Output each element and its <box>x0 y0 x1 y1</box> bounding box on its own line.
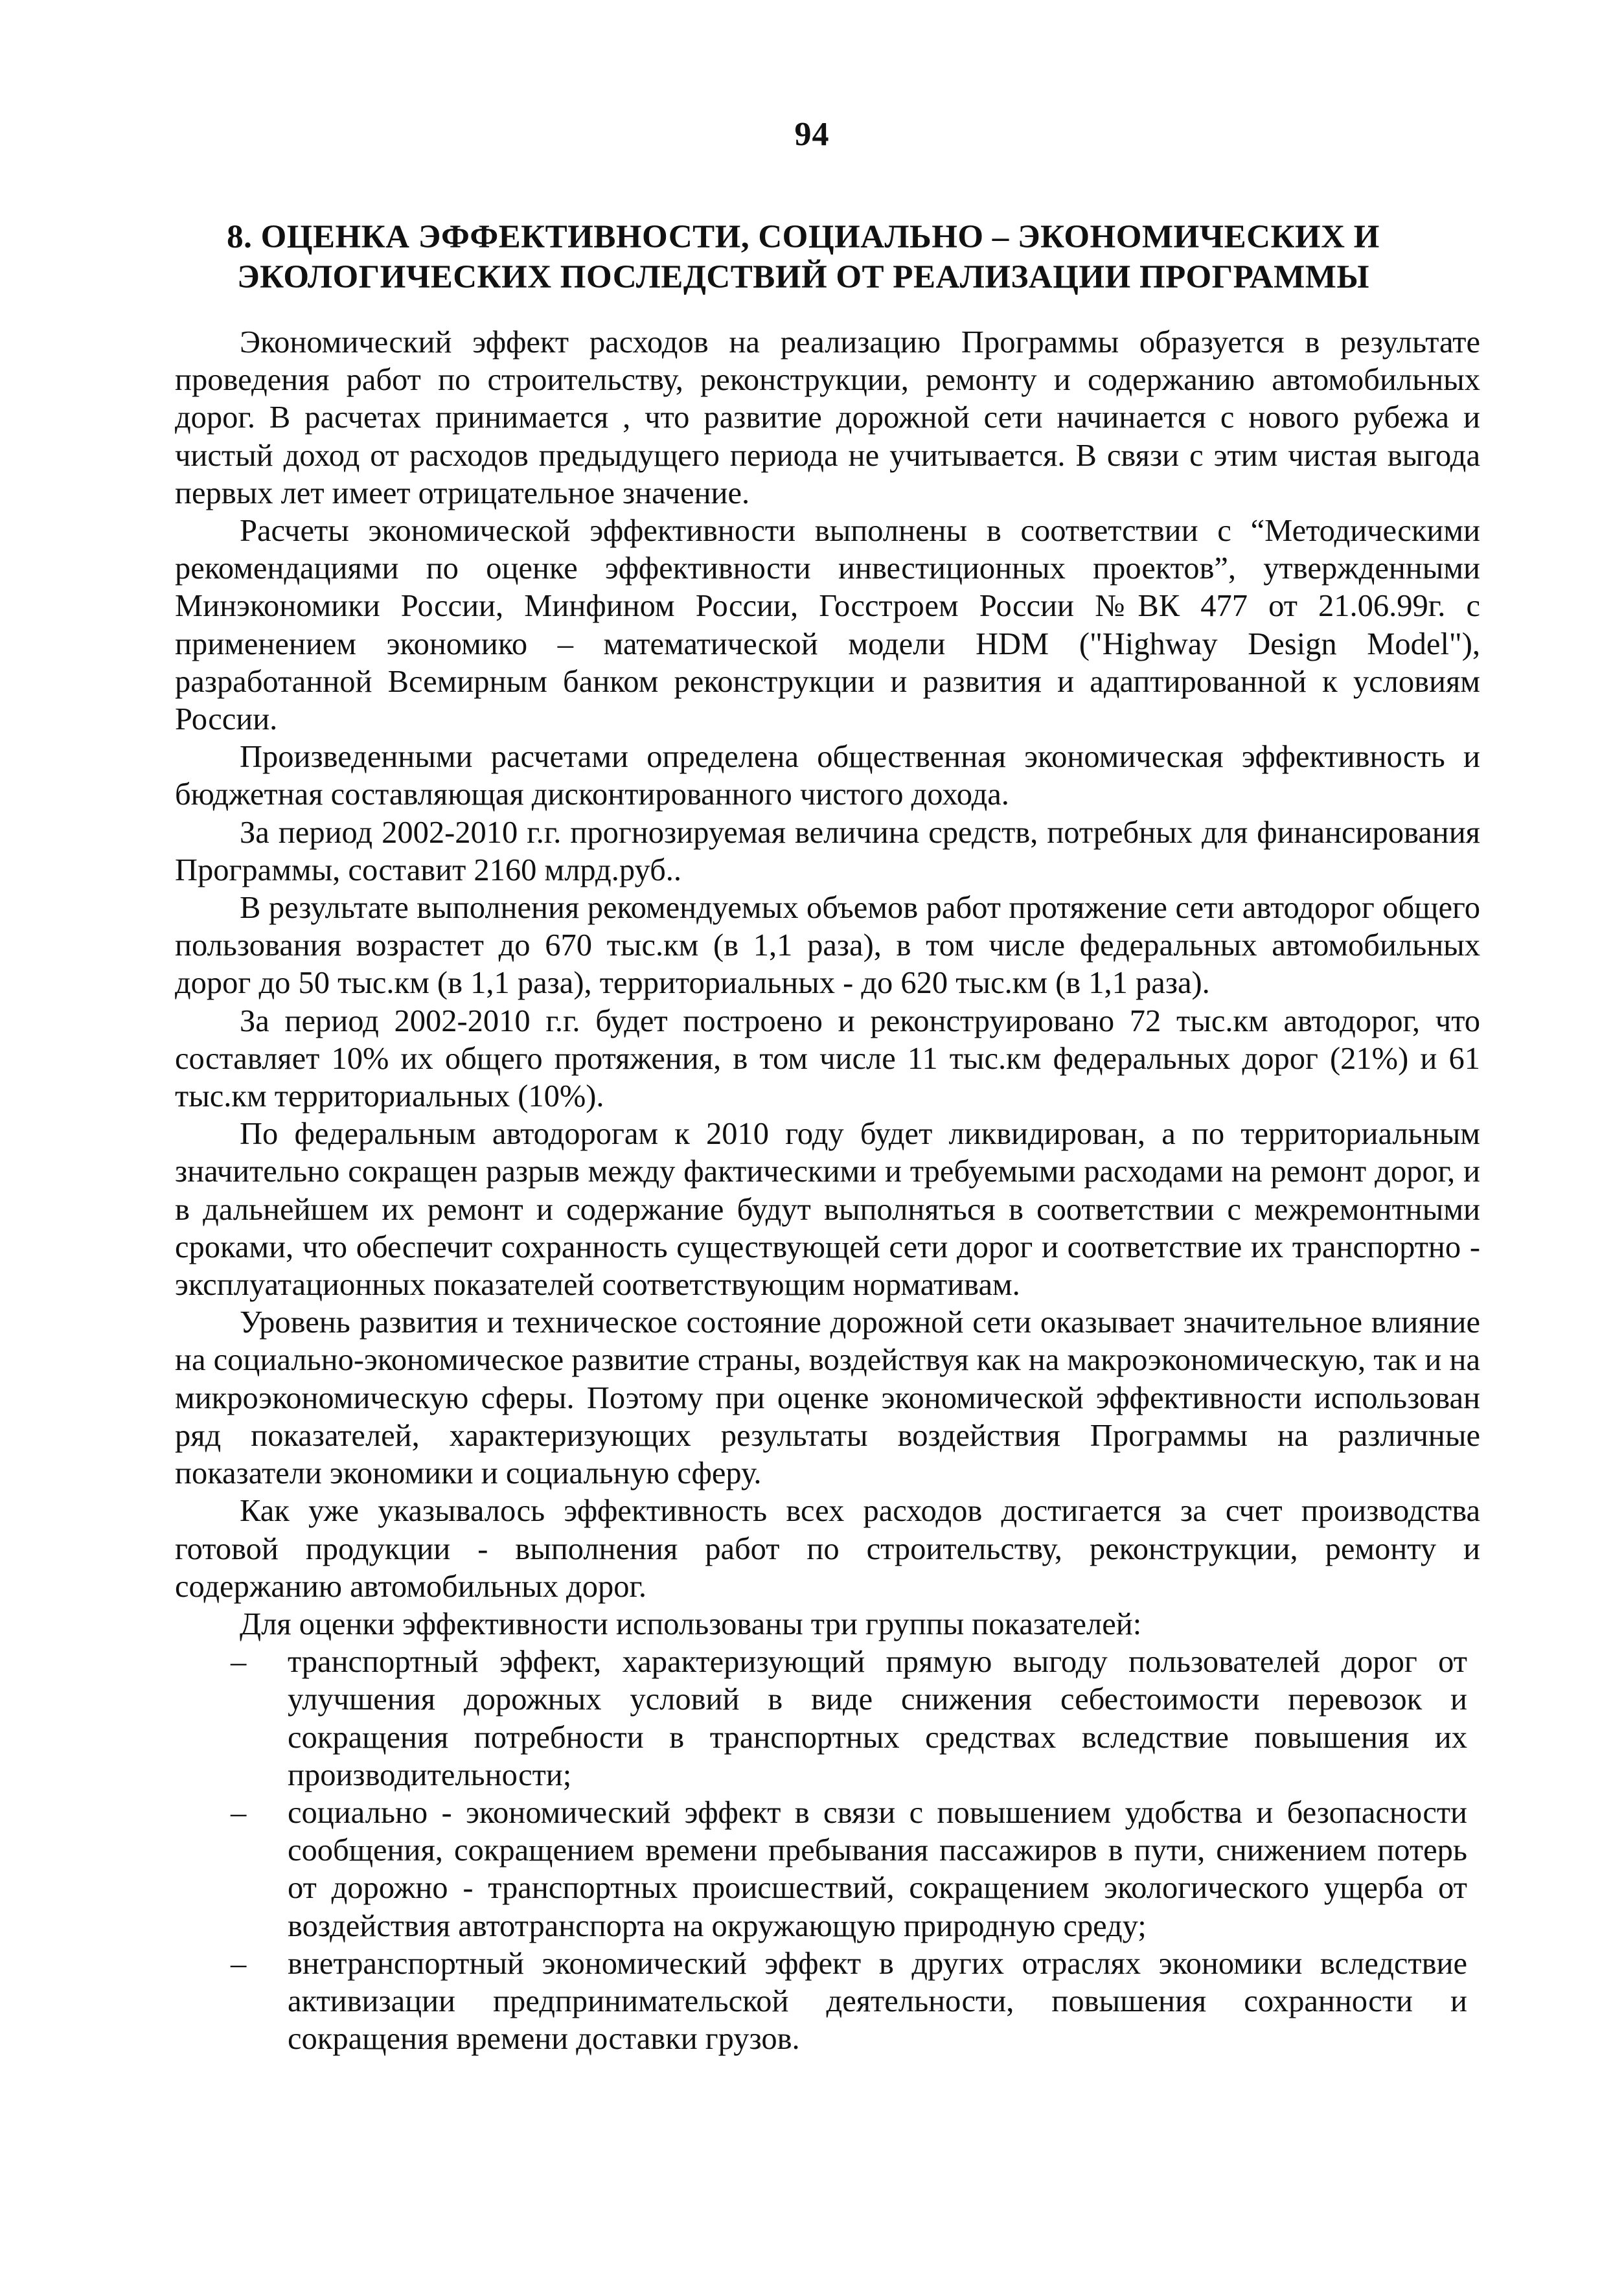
bullet-dash: – <box>231 1645 247 1680</box>
list-item <box>175 1643 1480 1794</box>
section-heading <box>181 217 1425 297</box>
list-item-text: социально - экономический эффект в связи с повышением удобства и безопасности сообщения, сокращением времени пребывания пассажиров в пути, снижением потерь от дорожно - транспортных происшествий, сокращением экологического ущерба от воздействия автотранспорта на окружающую природную среду; <box>288 1795 1467 1943</box>
paragraph-development-level: Уровень развития и техническое состояние дорожной сети оказывает значительное влияние на социально-экономическое развитие страны, воздействуя как на макроэкономическую, так и на микроэкономическую сферы. Поэтому при оценке экономической эффективности использован ряд показателей, характеризующих результаты воздействия Программы на различные показатели экономики и социальную сферу. <box>175 1305 1480 1491</box>
paragraph-repair-gap: По федеральным автодорогам к 2010 году будет ликвидирован, а по территориальным значительно сокращен разрыв между фактическими и требуемыми расходами на ремонт дорог, и в дальнейшем их ремонт и содержание будут выполняться в соответствии с межремонтными сроками, что обеспечит сохранность существующей сети дорог и соответствие их транспортно - эксплуатационных показателей соответствующим нормативам. <box>175 1117 1480 1303</box>
paragraph-economic-effect: Экономический эффект расходов на реализацию Программы образуется в результате проведения работ по строительству, реконструкции, ремонту и содержанию автомобильных дорог. В расчетах принимается , что развитие дорожной сети начинается с нового рубежа и чистый доход от расходов предыдущего периода не учитывается. В связи с этим чистая выгода первых лет имеет отрицательное значение. <box>175 325 1480 510</box>
page-number: 94 <box>794 116 830 153</box>
list-item-text: внетранспортный экономический эффект в других отраслях экономики вследствие активизации предпринимательской деятельности, повышения сохранности и сокращения времени доставки грузов. <box>288 1946 1467 2057</box>
bullet-dash: – <box>231 1946 247 1981</box>
paragraph-financing: За период 2002-2010 г.г. прогнозируемая величина средств, потребных для финансирования Программы, составит 2160 млрд.руб.. <box>175 815 1480 887</box>
paragraph-construction: За период 2002-2010 г.г. будет построено и реконструировано 72 тыс.км автодорог, что составляет 10% их общего протяжения, в том числе 11 тыс.км федеральных дорог (21%) и 61 тыс.км территориальных (10%). <box>175 1003 1480 1114</box>
paragraph-calculations: Произведенными расчетами определена общественная экономическая эффективность и бюджетная составляющая дисконтированного чистого дохода. <box>175 740 1480 812</box>
paragraph-indicator-groups: Для оценки эффективности использованы три группы показателей: <box>240 1606 1142 1641</box>
section-heading-line-2: ЭКОЛОГИЧЕСКИХ ПОСЛЕДСТВИЙ ОТ РЕАЛИЗАЦИИ ПРОГРАММЫ <box>237 259 1369 295</box>
indicator-list <box>175 1643 1480 2058</box>
paragraph-efficiency: Как уже указывалось эффективность всех расходов достигается за счет производства готовой продукции - выполнения работ по строительству, реконструкции, ремонту и содержанию автомобильных дорог. <box>175 1494 1480 1604</box>
list-item <box>175 1945 1480 2059</box>
bullet-dash: – <box>231 1795 247 1830</box>
body-text <box>175 324 1480 2058</box>
paragraph-methodology: Расчеты экономической эффективности выполнены в соответствии с “Методическими рекомендациями по оценке эффективности инвестиционных проектов”, утвержденными Минэкономики России, Минфином России, Госстроем России №ВК 477 от 21.06.99г. с применением экономико – математической модели HDM ("Highway Design Model"), разработанной Всемирным банком реконструкции и развития и адаптированной к условиям России. <box>175 514 1480 737</box>
section-heading-line-1: 8. ОЦЕНКА ЭФФЕКТИВНОСТИ, СОЦИАЛЬНО – ЭКОНОМИЧЕСКИХ И <box>227 219 1380 255</box>
list-item <box>175 1794 1480 1945</box>
list-item-text: транспортный эффект, характеризующий прямую выгоду пользователей дорог от улучшения дорожных условий в виде снижения себестоимости перевозок и сокращения потребности в транспортных средствах вследствие повышения их производительности; <box>288 1645 1467 1792</box>
paragraph-network-length: В результате выполнения рекомендуемых объемов работ протяжение сети автодорог общего пользования возрастет до 670 тыс.км (в 1,1 раза), в том числе федеральных автомобильных дорог до 50 тыс.км (в 1,1 раза), территориальных - до 620 тыс.км (в 1,1 раза). <box>175 891 1480 1001</box>
